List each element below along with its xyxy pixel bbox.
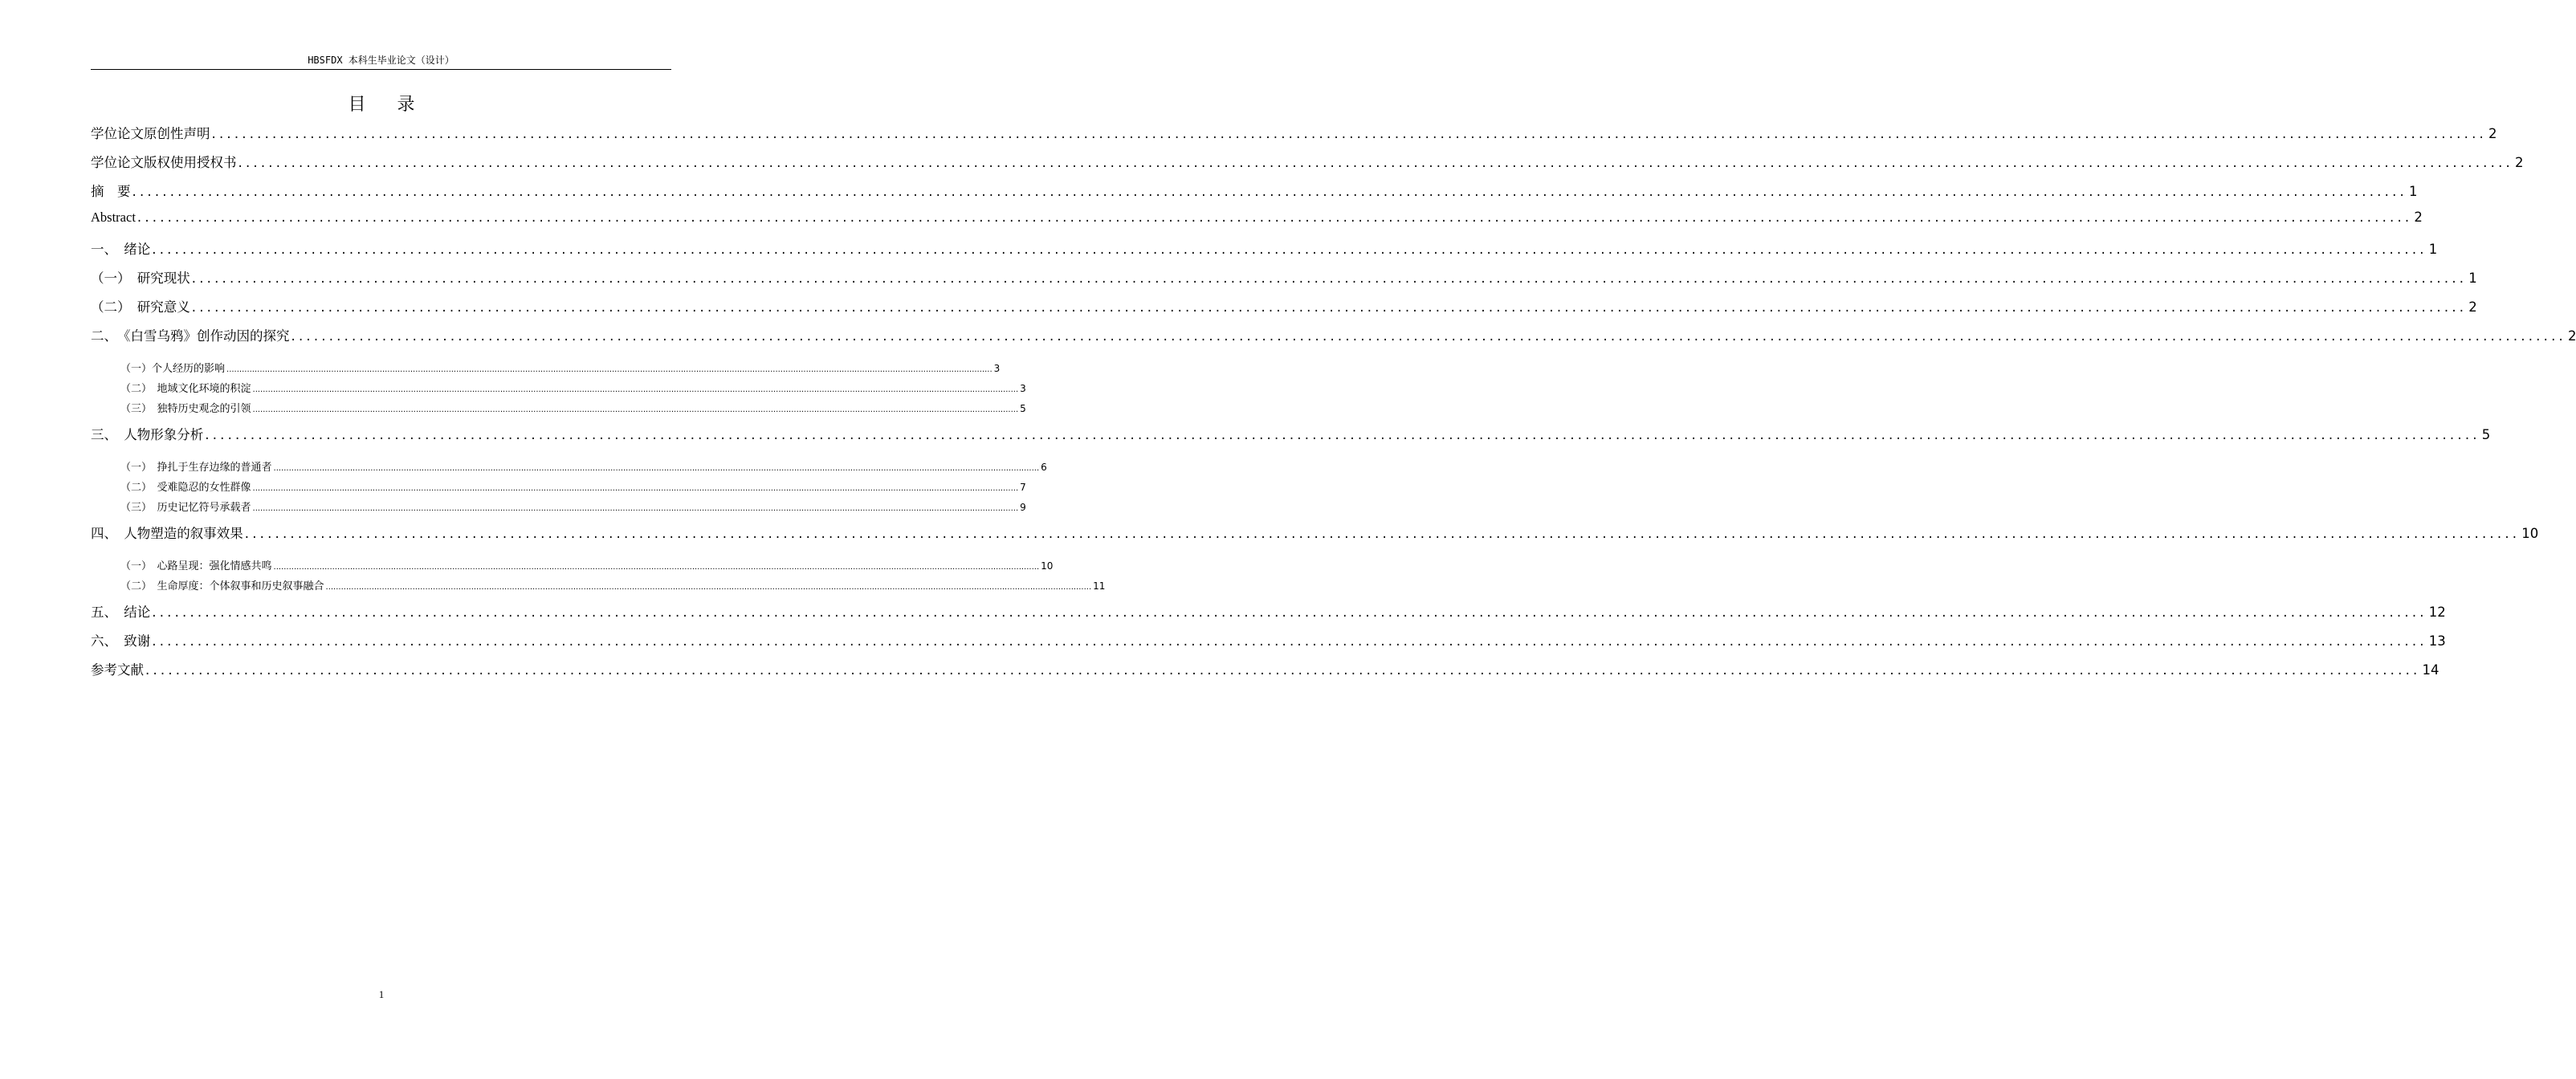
toc-title: 目 录 [348, 95, 428, 115]
toc-entry[interactable] [91, 267, 2477, 296]
page-header: HBSFDX 本科生毕业论文（设计） [91, 53, 671, 70]
toc-entry[interactable] [91, 458, 1047, 478]
toc-entry-label: （一） 挣扎于生存边缘的普通者 [120, 462, 272, 474]
toc-entry-label: （一）个人经历的影响 [120, 363, 226, 375]
toc-entry-label: （二） 地域文化环境的积淀 [120, 383, 251, 395]
toc-entry-page: 12 [2428, 605, 2446, 620]
toc-entry-label: 二、 《白雪乌鸦》创作动因的探究 [91, 328, 290, 344]
table-of-contents [91, 123, 2576, 688]
toc-leader-dots: ............................................................................................................................................................................................................................................................................................................ [273, 464, 1040, 473]
toc-leader-dots: ............................................................................................................................................................................................................................................................................................................ [252, 504, 1019, 513]
toc-entry[interactable] [91, 523, 2539, 552]
toc-leader-dots: ............................................................................................................................................................................................................................................................................................................ [325, 583, 1092, 592]
toc-leader-dots: ............................................................................................................................................................................................................................................................................................................ [211, 126, 2487, 141]
toc-leader-dots: ............................................................................................................................................................................................................................................................................................................ [252, 405, 1019, 414]
toc-entry-label: （一） 心路呈现：强化情感共鸣 [120, 560, 272, 572]
toc-entry-page: 1 [2408, 184, 2418, 199]
toc-entry-page: 5 [1020, 403, 1026, 414]
toc-leader-dots: ............................................................................................................................................................................................................................................................................................................ [137, 210, 2413, 225]
toc-entry[interactable] [91, 400, 1026, 420]
toc-entry-label: （二） 生命厚度：个体叙事和历史叙事融合 [120, 580, 324, 592]
toc-entry-page: 3 [1020, 383, 1026, 394]
toc-leader-dots: ............................................................................................................................................................................................................................................................................................................ [152, 633, 2427, 649]
toc-entry-label: 学位论文版权使用授权书 [91, 155, 237, 170]
toc-entry[interactable] [91, 325, 2576, 354]
toc-entry-label: Abstract [91, 210, 136, 225]
page-number: 1 [378, 988, 385, 1000]
toc-leader-dots: ............................................................................................................................................................................................................................................................................................................ [205, 427, 2480, 442]
toc-entry-label: 学位论文原创性声明 [91, 126, 210, 141]
toc-entry[interactable] [91, 630, 2446, 659]
toc-entry-label: 参考文献 [91, 662, 144, 678]
toc-leader-dots: ............................................................................................................................................................................................................................................................................................................ [152, 242, 2427, 257]
toc-entry-page: 7 [1020, 482, 1026, 493]
toc-entry-label: 三、 人物形象分析 [91, 427, 204, 442]
toc-entry[interactable] [91, 577, 1106, 597]
toc-leader-dots: ............................................................................................................................................................................................................................................................................................................ [226, 365, 992, 374]
toc-leader-dots: ............................................................................................................................................................................................................................................................................................................ [152, 605, 2427, 620]
toc-leader-dots: ............................................................................................................................................................................................................................................................................................................ [244, 526, 2521, 541]
toc-entry-label: 摘 要 [91, 184, 131, 199]
toc-entry[interactable] [91, 123, 2497, 152]
toc-leader-dots: ............................................................................................................................................................................................................................................................................................................ [191, 299, 2468, 315]
toc-entry-page: 2 [2414, 210, 2423, 225]
toc-entry[interactable] [91, 296, 2477, 325]
toc-entry-label: 六、 致谢 [91, 633, 151, 649]
toc-entry[interactable] [91, 478, 1026, 499]
toc-entry[interactable] [91, 601, 2446, 630]
toc-entry[interactable] [91, 499, 1026, 519]
toc-leader-dots: ............................................................................................................................................................................................................................................................................................................ [145, 662, 2421, 678]
toc-leader-dots: ............................................................................................................................................................................................................................................................................................................ [273, 563, 1040, 572]
toc-entry-label: （二） 研究意义 [91, 299, 190, 315]
toc-entry-page: 1 [2428, 242, 2438, 257]
toc-entry-label: 五、 结论 [91, 605, 151, 620]
toc-entry-label: （三） 独特历史观念的引领 [120, 403, 251, 415]
toc-entry-page: 2 [2488, 126, 2497, 141]
toc-entry-page: 1 [2468, 271, 2477, 286]
toc-entry[interactable] [91, 659, 2439, 688]
toc-entry[interactable] [91, 380, 1026, 400]
toc-entry[interactable] [91, 424, 2491, 453]
toc-leader-dots: ............................................................................................................................................................................................................................................................................................................ [252, 385, 1019, 394]
toc-entry-page: 2 [2514, 155, 2524, 170]
toc-entry-page: 9 [1020, 502, 1026, 513]
toc-entry-label: （一） 研究现状 [91, 271, 190, 286]
toc-entry[interactable] [91, 152, 2524, 181]
toc-entry-label: （二） 受难隐忍的女性群像 [120, 482, 251, 494]
toc-entry-page: 13 [2428, 633, 2446, 649]
toc-leader-dots: ............................................................................................................................................................................................................................................................................................................ [191, 271, 2468, 286]
toc-leader-dots: ............................................................................................................................................................................................................................................................................................................ [132, 184, 2407, 199]
toc-leader-dots: ............................................................................................................................................................................................................................................................................................................ [291, 328, 2566, 344]
toc-entry-page: 14 [2422, 662, 2439, 678]
toc-entry-label: 四、 人物塑造的叙事效果 [91, 526, 243, 541]
toc-entry[interactable] [91, 360, 1001, 380]
toc-entry[interactable] [91, 210, 2423, 238]
toc-entry-page: 11 [1093, 580, 1106, 592]
toc-entry-page: 5 [2481, 427, 2491, 442]
toc-leader-dots: ............................................................................................................................................................................................................................................................................................................ [238, 155, 2513, 170]
toc-entry[interactable] [91, 557, 1054, 577]
toc-entry-label: 一、 绪论 [91, 242, 151, 257]
toc-entry-page: 10 [1041, 560, 1054, 572]
toc-entry-page: 10 [2521, 526, 2539, 541]
toc-entry-page: 2 [2468, 299, 2477, 315]
toc-leader-dots: ............................................................................................................................................................................................................................................................................................................ [252, 484, 1019, 493]
toc-entry-page: 3 [993, 363, 1001, 374]
toc-entry[interactable] [91, 181, 2418, 210]
toc-entry-page: 6 [1041, 462, 1047, 473]
toc-entry-label: （三） 历史记忆符号承载者 [120, 502, 251, 514]
toc-entry-page: 2 [2567, 328, 2576, 344]
toc-entry[interactable] [91, 238, 2438, 267]
